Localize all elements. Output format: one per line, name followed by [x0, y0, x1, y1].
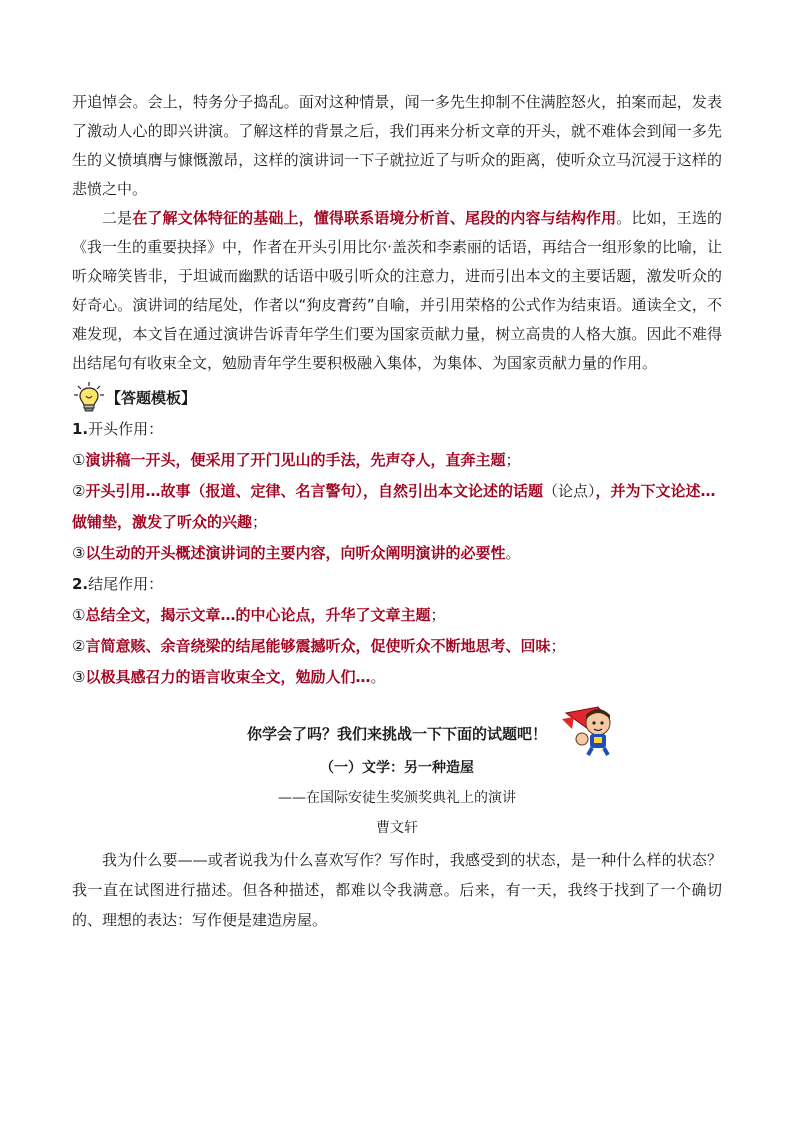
- ending-function-list: [72, 600, 722, 693]
- key-point-text: 在了解文体特征的基础上，懂得联系语境分析首、尾段的内容与结构作用: [132, 209, 617, 227]
- lightbulb-icon: [72, 380, 106, 414]
- opening-item-2: [72, 476, 722, 538]
- article-author: 曹文轩: [376, 820, 418, 836]
- paragraph-second-point: [72, 204, 722, 378]
- item-key-text: 总结全文，揭示文章…的中心论点，升华了文章主题: [85, 606, 431, 624]
- opening-item-3: [72, 538, 722, 569]
- superhero-mascot-icon: [558, 699, 622, 757]
- item-key-text: 言简意赅、余音绕梁的结尾能够震撼听众，促使听众不断地思考、回味: [85, 637, 551, 655]
- example-text: 。比如，王选的《我一生的重要抉择》中，作者在开头引用比尔·盖茨和李素丽的话语，再结合一组形象的比喻，让听众啼笑皆非，于坦诚而幽默的话语中吸引听众的注意力，进而引出本文的主要话题，激发听众的好奇心。: [72, 209, 722, 314]
- item-plain-text: （论点）: [542, 482, 596, 500]
- item-key-text: ，并为下文论述…做铺垫，激发了听众的兴趣: [72, 482, 716, 531]
- item-key-text: 以极具感召力的语言收束全文，勉励人们…: [85, 668, 371, 686]
- ending-label: 结尾作用：: [88, 575, 164, 593]
- ending-item-1: [72, 600, 722, 631]
- challenge-text: 你学会了吗？我们来挑战一下下面的试题吧！: [246, 725, 547, 743]
- opening-label: 开头作用：: [88, 420, 164, 438]
- item-plain-text: 。: [505, 544, 521, 562]
- opening-function-list: [72, 445, 722, 569]
- item-marker: ①: [72, 451, 86, 469]
- item-plain-text: ；: [550, 637, 566, 655]
- paragraph-background: 开追悼会。会上，特务分子捣乱。面对这种情景，闻一多先生抑制不住满腔怒火，拍案而起，发表了激动人心的即兴讲演。了解这样的背景之后，我们再来分析文章的开头，就不难体会到闻一多先生的义愤填膺与慷慨激昂，这样的演讲词一下子就拉近了与听众的距离，使听众立马沉浸于这样的悲愤之中。: [72, 93, 722, 198]
- item-marker: ②: [72, 637, 86, 655]
- item-plain-text: 。: [370, 668, 386, 686]
- item-plain-text: ；: [252, 513, 268, 531]
- item-marker: ②: [72, 482, 86, 500]
- item-plain-text: ；: [505, 451, 521, 469]
- article-title: （一）文学：另一种造屋: [320, 760, 474, 776]
- answer-template-header: [72, 380, 722, 414]
- ending-function-heading: [72, 569, 722, 600]
- item-marker: ③: [72, 544, 86, 562]
- ending-analysis-text: 演讲词的结尾处，作者以“狗皮膏药”自喻，并引用荣格的公式作为结束语。通读全文，不难发现，本文旨在通过演讲告诉青年学生们要为国家贡献力量，树立高贵的人格大旗。因此不难得出结尾句有收束全文，勉励青年学生要积极融入集体，为集体、为国家贡献力量的作用。: [72, 296, 722, 372]
- article-body: 我为什么要——或者说我为什么喜欢写作？写作时，我感受到的状态，是一种什么样的状态？我一直在试图进行描述。但各种描述，都难以令我满意。后来，有一天，我终于找到了一个确切的、理想的表达：写作便是建造房屋。: [72, 851, 722, 929]
- answer-template-title: 【答题模板】: [106, 388, 197, 407]
- ending-number: 2.: [72, 575, 89, 593]
- item-key-text: 演讲稿一开头，便采用了开门见山的手法，先声夺人，直奔主题: [85, 451, 506, 469]
- opening-number: 1.: [72, 420, 89, 438]
- item-key-text: 以生动的开头概述演讲词的主要内容，向听众阐明演讲的必要性: [85, 544, 506, 562]
- item-marker: ①: [72, 606, 86, 624]
- opening-function-heading: [72, 414, 722, 445]
- ending-item-2: [72, 631, 722, 662]
- item-key-text: 开头引用…故事（报道、定律、名言警句），自然引出本文论述的话题: [85, 482, 543, 500]
- challenge-banner: [72, 715, 722, 753]
- page-content: [72, 88, 722, 935]
- opening-item-1: [72, 445, 722, 476]
- item-marker: ③: [72, 668, 86, 686]
- lead-text: 二是: [102, 209, 133, 227]
- item-plain-text: ；: [430, 606, 446, 624]
- article-subtitle: ——在国际安徒生奖颁奖典礼上的演讲: [278, 790, 516, 806]
- ending-item-3: [72, 662, 722, 693]
